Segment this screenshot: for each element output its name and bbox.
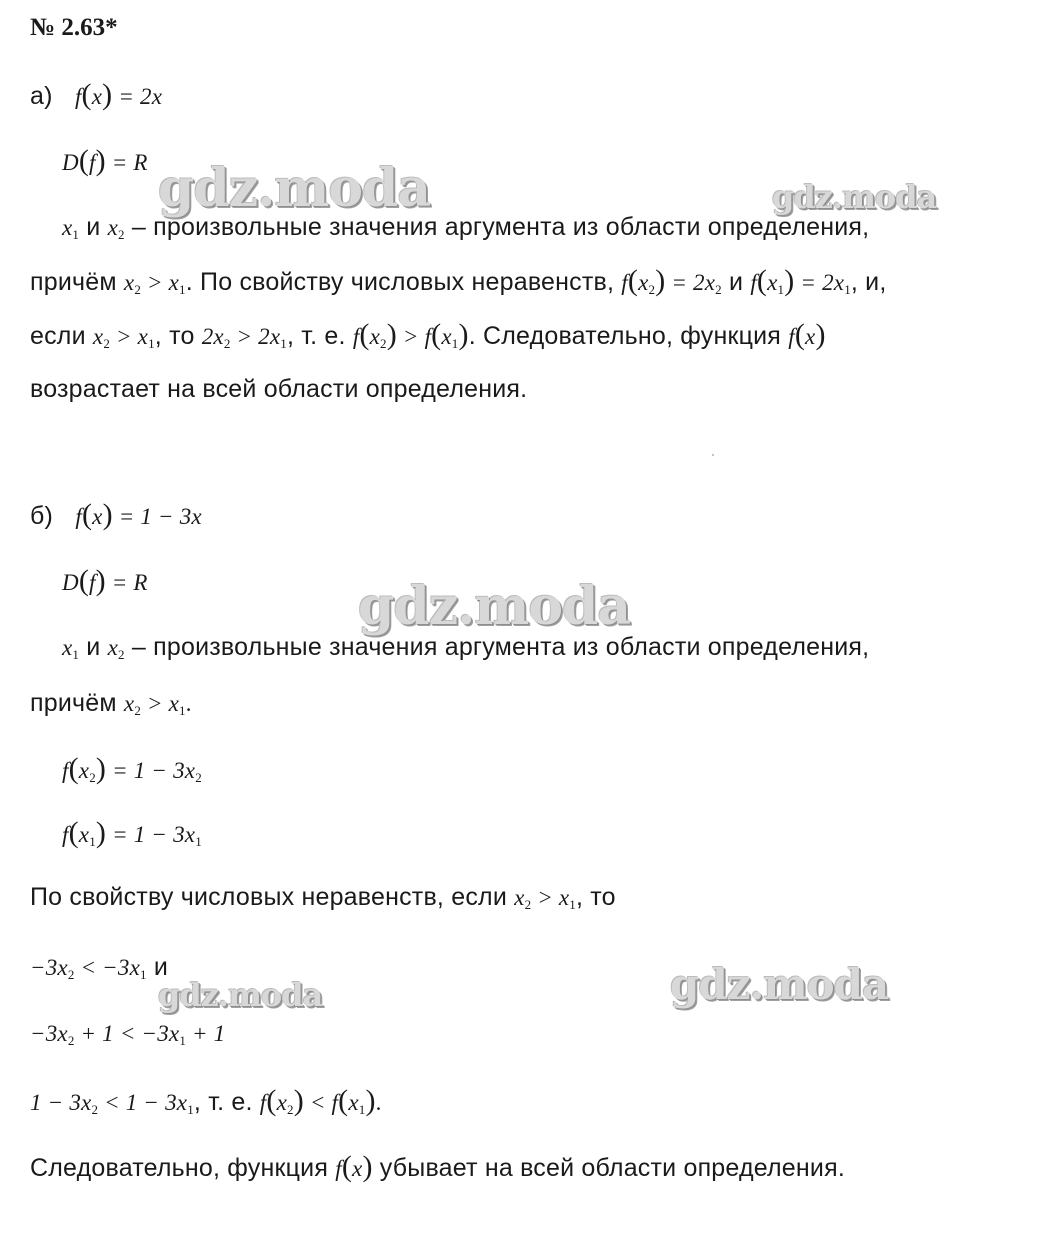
math-f-of-x: f(x) [788, 318, 826, 351]
part-a-text: , и, [850, 268, 887, 296]
part-b-text: – произвольные значения аргумента из области определения, [131, 633, 870, 661]
part-b-text: , то [576, 883, 616, 911]
math-x2: $x_2$ [107, 635, 125, 662]
math-1-minus-3x2-lt-1-minus-3x1: $1 - 3x_2 < 1 - 3x_1$ [30, 1090, 194, 1117]
part-a-text: причём [30, 268, 117, 296]
part-a-text: . Следовательно, функция [468, 322, 782, 350]
part-a-text: и [86, 213, 101, 241]
part-a-text: и [729, 268, 744, 296]
watermark-logo: gdz.moda [158, 976, 323, 1014]
part-b-text: и [86, 633, 101, 661]
scan-speck [712, 454, 714, 456]
math-f-x2-1-minus-3x2: $f(x_2) = 1 - 3x_2$ [62, 752, 202, 785]
part-a-function [30, 80, 162, 112]
math-domain: D(f) = R [62, 564, 148, 597]
part-a-conclusion: возрастает на всей области определения. [30, 375, 528, 403]
math-domain: D(f) = R [62, 144, 148, 177]
part-b-conclusion [30, 1152, 845, 1184]
math-2x2-gt-2x1: $2x_2 > 2x_1$ [201, 324, 287, 351]
part-a-text: , то [154, 322, 195, 350]
watermark-logo: gdz.moda [358, 576, 631, 637]
math-f-x1-1-minus-3x1: $f(x_1) = 1 - 3x_1$ [62, 816, 202, 849]
part-b-condition-line: причём $x_2 > x_1$. [30, 689, 192, 718]
part-a-condition-line [30, 266, 887, 305]
math-x2-gt-x1: $x_2 > x_1$ [123, 270, 186, 297]
part-b-f-x1-line [62, 818, 202, 857]
math-x2-gt-x1: $x_2 > x_1$ [123, 691, 186, 718]
watermark-logo: gdz.moda [670, 960, 889, 1009]
part-a-inequality-line [30, 320, 826, 359]
math-f-of-x: f(x) [335, 1150, 373, 1183]
math-neg3x2-plus1-lt-neg3x1-plus1: $-3x_2 + 1 < -3x_1 + 1$ [30, 1021, 226, 1048]
part-b-step-2 [30, 1018, 225, 1056]
part-b-step-3: $1 - 3x_2 < 1 - 3x_1$, т. е. $f(x_2) < f(x_1)$. [30, 1084, 382, 1117]
math-f-x2-gt-f-x1: $f(x_2) > f(x_1)$ [352, 318, 469, 351]
part-a-text: . По свойству числовых неравенств, [185, 268, 615, 296]
part-b-domain [62, 566, 148, 598]
part-b-text: причём [30, 689, 117, 717]
math-f-of-x-2x: f(x) = 2x [74, 78, 163, 111]
math-x2-gt-x1: $x_2 > x_1$ [92, 324, 155, 351]
part-b-arguments-line [62, 632, 869, 670]
math-f-of-x-1-minus-3x: f(x) = 1 − 3x [75, 498, 202, 531]
part-b-text: По свойству числовых неравенств, если [30, 883, 507, 911]
part-a-text: если [30, 322, 86, 350]
part-b-property-line [30, 882, 616, 920]
part-b-text: и [153, 953, 169, 981]
part-a-text: , т. е. [286, 322, 346, 350]
part-a-domain [62, 146, 148, 178]
part-a-text: – произвольные значения аргумента из области определения, [131, 213, 870, 241]
problem-number: № 2.63* [30, 14, 118, 41]
math-f-x2-lt-f-x1: $f(x_2) < f(x_1)$ [259, 1084, 376, 1117]
math-x2-gt-x1: $x_2 > x_1$ [514, 885, 576, 912]
math-x2: $x_2$ [107, 215, 125, 242]
math-x1: $x_1$ [62, 215, 80, 242]
part-b-step-1 [30, 952, 168, 990]
part-b-f-x2-line [62, 754, 202, 793]
part-b-text: , т. е. [193, 1088, 253, 1116]
math-x1: $x_1$ [62, 635, 80, 662]
math-neg3x2-lt-neg3x1: $-3x_2 < -3x_1$ [30, 955, 147, 982]
part-b-text: Следовательно, функция [30, 1154, 329, 1182]
part-b-function [30, 500, 202, 532]
part-b-label: б) [30, 502, 54, 530]
part-b-text: убывает на всей области определения. [379, 1154, 845, 1182]
watermark-logo: gdz.moda [158, 158, 431, 219]
math-f-x1: $f(x_1) = 2x_1$ [750, 264, 851, 297]
math-f-x2: $f(x_2) = 2x_2$ [621, 264, 722, 297]
watermark-logo: gdz.moda [772, 178, 937, 216]
part-a-label: а) [30, 82, 53, 110]
